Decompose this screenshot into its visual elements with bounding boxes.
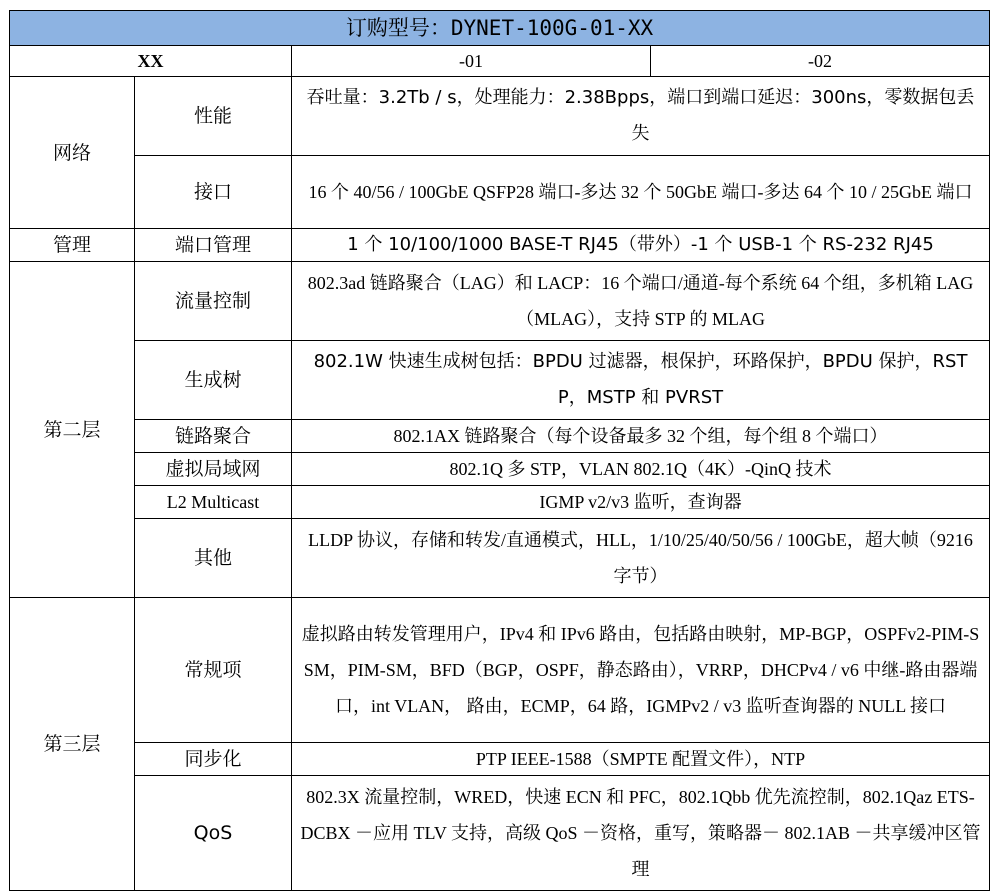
value-port-management: 1 个 10/100/1000 BASE-T RJ45（带外）-1 个 USB-1 个 RS-232 RJ45: [292, 229, 990, 262]
model-column-header: XX: [10, 46, 292, 77]
feature-l2-multicast: L2 Multicast: [135, 486, 292, 519]
feature-port-management: 端口管理: [135, 229, 292, 262]
value-interface: 16 个 40/56 / 100GbE QSFP28 端口-多达 32 个 50GbE 端口-多达 64 个 10 / 25GbE 端口: [292, 156, 990, 229]
spec-sheet: [9, 10, 989, 891]
feature-vlan: 虚拟局域网: [135, 453, 292, 486]
table-row: [10, 156, 990, 229]
feature-qos: QoS: [135, 776, 292, 891]
feature-general: 常规项: [135, 598, 292, 743]
table-row: [10, 420, 990, 453]
table-row: [10, 486, 990, 519]
table-row: [10, 341, 990, 420]
feature-spanning-tree: 生成树: [135, 341, 292, 420]
table-row: [10, 77, 990, 156]
table-row: [10, 519, 990, 598]
category-network: 网络: [10, 77, 135, 229]
variant-02-header: -02: [651, 46, 990, 77]
variant-01-header: -01: [292, 46, 651, 77]
feature-performance: 性能: [135, 77, 292, 156]
value-link-aggregation: 802.1AX 链路聚合（每个设备最多 32 个组，每个组 8 个端口）: [292, 420, 990, 453]
value-synchronization: PTP IEEE-1588（SMPTE 配置文件），NTP: [292, 743, 990, 776]
value-spanning-tree: 802.1W 快速生成树包括：BPDU 过滤器，根保护，环路保护，BPDU 保护，RSTP，MSTP 和 PVRST: [292, 341, 990, 420]
feature-interface: 接口: [135, 156, 292, 229]
table-row: [10, 598, 990, 743]
value-performance: 吞吐量：3.2Tb / s，处理能力：2.38Bpps，端口到端口延迟：300ns，零数据包丢失: [292, 77, 990, 156]
table-row: [10, 453, 990, 486]
value-other: LLDP 协议，存储和转发/直通模式，HLL，1/10/25/40/50/56 / 100GbE，超大帧（9216 字节）: [292, 519, 990, 598]
category-management: 管理: [10, 229, 135, 262]
category-layer3: 第三层: [10, 598, 135, 891]
table-row: [10, 262, 990, 341]
title-row: [10, 11, 990, 46]
order-model-title: 订购型号：DYNET-100G-01-XX: [10, 11, 990, 46]
table-row: [10, 776, 990, 891]
spec-table: [9, 10, 990, 891]
feature-synchronization: 同步化: [135, 743, 292, 776]
value-general: 虚拟路由转发管理用户，IPv4 和 IPv6 路由，包括路由映射，MP-BGP，OSPFv2-PIM-SSM，PIM-SM，BFD（BGP，OSPF，静态路由），VRRP，DHCPv4 / v6 中继-路由器端口，int VLAN， 路由，ECMP，64 路，IGMPv2 / v3 监听查询器的 NULL 接口: [292, 598, 990, 743]
table-row: [10, 229, 990, 262]
value-flow-control: 802.3ad 链路聚合（LAG）和 LACP：16 个端口/通道-每个系统 64 个组，多机箱 LAG（MLAG），支持 STP 的 MLAG: [292, 262, 990, 341]
header-row: [10, 46, 990, 77]
value-l2-multicast: IGMP v2/v3 监听，查询器: [292, 486, 990, 519]
category-layer2: 第二层: [10, 262, 135, 598]
value-vlan: 802.1Q 多 STP，VLAN 802.1Q（4K）-QinQ 技术: [292, 453, 990, 486]
feature-flow-control: 流量控制: [135, 262, 292, 341]
value-qos: 802.3X 流量控制，WRED，快速 ECN 和 PFC，802.1Qbb 优先流控制，802.1Qaz ETS-DCBX －应用 TLV 支持，高级 QoS －资格，重写，策略器－ 802.1AB －共享缓冲区管理: [292, 776, 990, 891]
table-row: [10, 743, 990, 776]
feature-link-aggregation: 链路聚合: [135, 420, 292, 453]
feature-other: 其他: [135, 519, 292, 598]
